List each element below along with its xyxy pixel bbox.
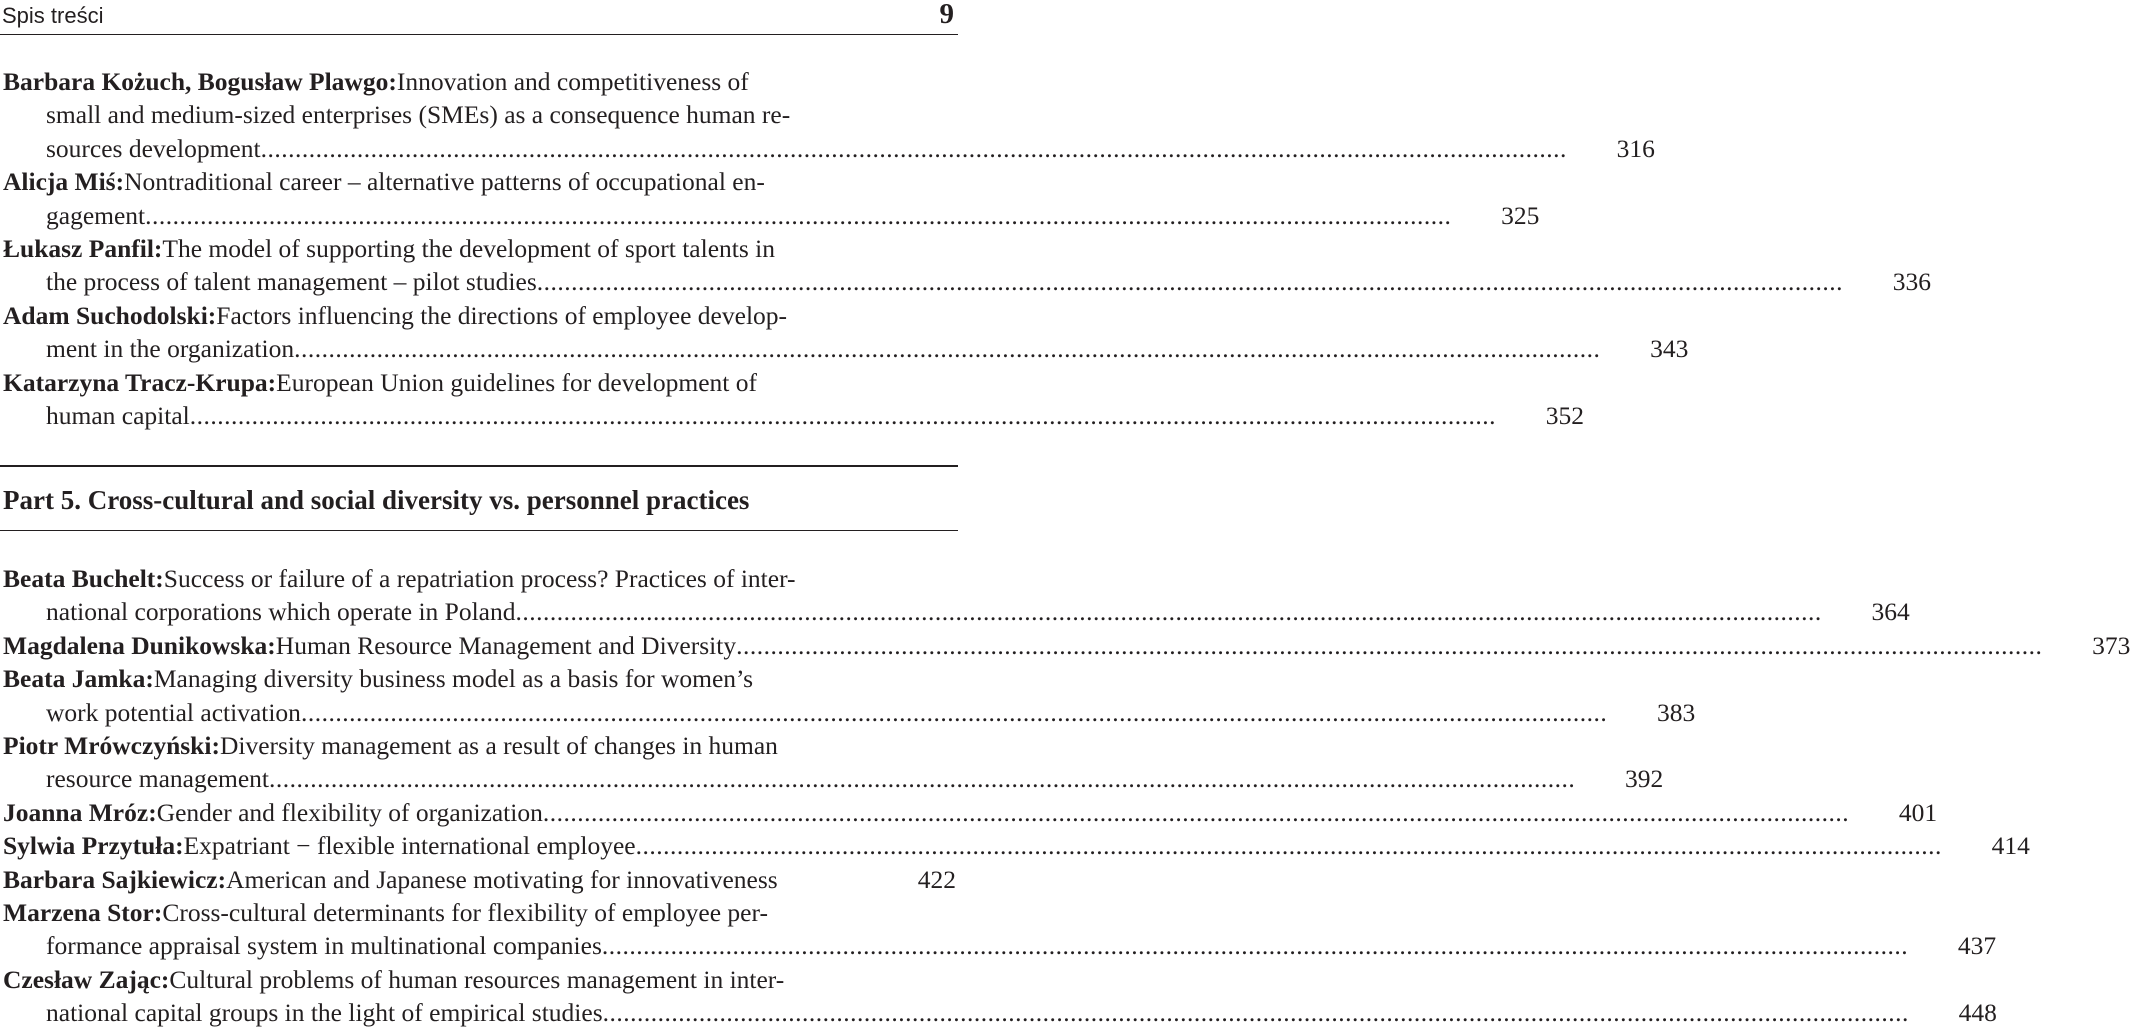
toc-entry-title: national capital groups in the light of empirical studies	[46, 998, 603, 1028]
toc-entry-author: Piotr Mrówczyński:	[3, 731, 220, 761]
toc-entry-author: Adam Suchodolski:	[3, 300, 217, 330]
dot-leader: ..............................................................................................................................................................................................	[294, 334, 1601, 364]
toc-entry	[3, 562, 1910, 629]
toc-entry	[3, 65, 1655, 165]
toc-entry-line	[3, 332, 1689, 365]
toc-entry-title: human capital	[46, 401, 190, 431]
toc-entry-page: 448	[1958, 998, 1997, 1028]
toc-entry-line	[3, 232, 956, 265]
toc-entry	[3, 829, 2030, 862]
toc-entry-author: Łukasz Panfil:	[3, 234, 163, 264]
toc-entry-title: gagement	[46, 200, 146, 230]
toc-entry-line	[3, 762, 1664, 795]
dot-leader: ..............................................................................................................................................................................................	[515, 597, 1822, 627]
toc-section-part-4-end	[3, 65, 1932, 432]
toc-entry-line	[3, 929, 1997, 962]
toc-entry	[3, 796, 1938, 829]
toc-entry	[3, 165, 1540, 232]
toc-entry-author: Magdalena Dunikowska:	[3, 630, 276, 660]
toc-entry-author: Sylwia Przytuła:	[3, 831, 184, 861]
dot-leader: ..............................................................................................................................................................................................	[536, 267, 1844, 297]
toc-entry-page: 414	[1991, 831, 2030, 861]
toc-entry-line	[3, 366, 956, 399]
toc-entry	[3, 232, 1932, 299]
toc-entry-author: Katarzyna Tracz-Krupa:	[3, 367, 277, 397]
toc-entry-title: Success or failure of a repatriation process? Practices of inter-	[163, 564, 796, 593]
toc-entry-page: 401	[1898, 797, 1938, 827]
toc-entry-line	[3, 595, 1910, 628]
toc-entry-title: Factors influencing the directions of employee develop-	[216, 300, 788, 330]
toc-entry-page: 352	[1545, 401, 1584, 431]
toc-entry-title: Cultural problems of human resources management in inter-	[169, 964, 785, 994]
dot-leader: ..............................................................................................................................................................................................	[189, 401, 1496, 431]
part-divider-top	[0, 465, 958, 467]
toc-entry-title: American and Japanese motivating for innovativeness	[226, 864, 778, 894]
dot-leader: ..............................................................................................................................................................................................	[736, 630, 2043, 660]
toc-entry-author: Barbara Kożuch, Bogusław Plawgo:	[3, 67, 397, 96]
toc-entry-line	[3, 165, 956, 198]
toc-section-part-5	[3, 562, 2130, 1030]
toc-entry-title: Nontraditional career – alternative patterns of occupational en-	[124, 167, 765, 197]
toc-entry-line	[3, 662, 956, 695]
dot-leader: ..............................................................................................................................................................................................	[269, 764, 1576, 794]
toc-entry-author: Beata Jamka:	[3, 664, 154, 694]
toc-entry-author: Beata Buchelt:	[3, 564, 164, 593]
toc-entry-line	[3, 996, 1997, 1029]
toc-entry-title: Managing diversity business model as a basis for women’s	[153, 664, 754, 694]
toc-entry	[3, 366, 1584, 433]
toc-entry-title: Diversity management as a result of changes in human	[219, 731, 778, 761]
toc-entry-title: national corporations which operate in Poland	[46, 597, 516, 627]
toc-entry-page: 422	[917, 864, 956, 894]
toc-entry-title: small and medium-sized enterprises (SMEs) as a consequence human re-	[46, 100, 791, 130]
toc-entry-author: Alicja Miś:	[3, 167, 125, 197]
toc-entry-line	[3, 829, 2030, 862]
toc-entry-page: 364	[1871, 597, 1910, 627]
dot-leader: ..............................................................................................................................................................................................	[635, 831, 1942, 861]
part-title: Part 5. Cross-cultural and social diversity vs. personnel practices	[3, 485, 750, 515]
toc-entry-line	[3, 265, 1932, 298]
toc-entry-line	[3, 796, 1938, 829]
dot-leader: ..............................................................................................................................................................................................	[260, 133, 1567, 163]
toc-entry-title: ment in the organization	[46, 334, 295, 364]
toc-entry	[3, 629, 2130, 662]
toc-entry-line	[3, 65, 956, 98]
toc-entry-line	[3, 98, 956, 131]
toc-entry	[3, 963, 1997, 1030]
toc-entry	[3, 299, 1689, 366]
toc-entry	[3, 662, 1696, 729]
toc-entry-line	[3, 132, 1655, 165]
toc-entry-line	[3, 863, 956, 896]
toc-entry-line	[3, 629, 2130, 662]
toc-entry	[3, 863, 956, 896]
toc-entry-page: 383	[1656, 697, 1696, 727]
toc-entry-title: Expatriant − flexible international employee	[183, 831, 636, 861]
toc-entry-line	[3, 562, 956, 595]
part-divider-bottom	[0, 530, 958, 531]
dot-leader: ..............................................................................................................................................................................................	[300, 697, 1608, 727]
toc-entry-page: 325	[1501, 200, 1540, 230]
toc-entry-author: Marzena Stor:	[3, 898, 163, 928]
toc-entry-page: 392	[1625, 764, 1664, 794]
toc-entry-title: Human Resource Management and Diversity	[275, 630, 737, 660]
toc-entry	[3, 896, 1997, 963]
dot-leader: ..............................................................................................................................................................................................	[601, 931, 1909, 961]
toc-entry-page: 437	[1957, 931, 1997, 961]
running-header-label: Spis treści	[2, 3, 104, 28]
toc-entry-line	[3, 896, 956, 929]
toc-entry-line	[3, 963, 956, 996]
toc-entry-page: 373	[2092, 630, 2130, 660]
toc-entry-title: resource management	[46, 764, 270, 794]
toc-entry-title: sources development	[46, 133, 261, 163]
toc-entry-title: work potential activation	[46, 697, 301, 727]
toc-entry-title: European Union guidelines for development of	[276, 367, 757, 397]
toc-entry-title: Cross-cultural determinants for flexibility of employee per-	[162, 898, 768, 928]
toc-entry-line	[3, 399, 1584, 432]
toc-entry-author: Joanna Mróz:	[3, 797, 157, 827]
dot-leader: ..............................................................................................................................................................................................	[602, 998, 1909, 1028]
toc-entry-author: Barbara Sajkiewicz:	[3, 864, 227, 894]
toc-entry-author: Czesław Zając:	[3, 964, 170, 994]
toc-entry-page: 336	[1892, 267, 1932, 297]
toc-entry	[3, 729, 1664, 796]
toc-entry-title: formance appraisal system in multinational companies	[46, 931, 602, 961]
page-number: 9	[939, 0, 954, 30]
toc-entry-title: Innovation and competitiveness of	[396, 67, 749, 96]
toc-entry-page: 343	[1650, 334, 1689, 364]
dot-leader: ..............................................................................................................................................................................................	[542, 797, 1850, 827]
toc-entry-page: 316	[1616, 133, 1655, 163]
toc-entry-line	[3, 199, 1540, 232]
dot-leader: ..............................................................................................................................................................................................	[145, 200, 1452, 230]
toc-entry-title: the process of talent management – pilot studies	[46, 267, 537, 297]
toc-entry-line	[3, 299, 956, 332]
toc-entry-title: Gender and flexibility of organization	[156, 797, 543, 827]
running-header	[0, 0, 958, 35]
toc-entry-line	[3, 729, 956, 762]
toc-entry-title: The model of supporting the development of sport talents in	[162, 234, 775, 264]
toc-entry-line	[3, 696, 1696, 729]
